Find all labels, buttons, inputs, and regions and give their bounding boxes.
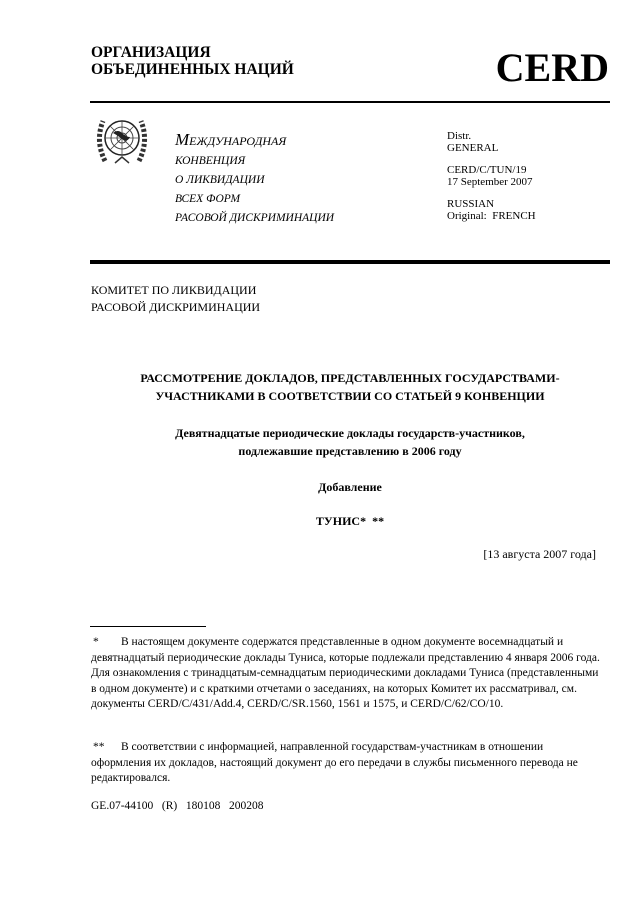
language: RUSSIAN Original: FRENCH — [447, 198, 536, 222]
organization-name — [91, 44, 294, 78]
subtitle-line: подлежавшие представлению в 2006 году — [238, 444, 462, 458]
footnote-text: В соответствии с информацией, направленной государствам-участникам в отношении оформления их докладов, настоящий документ до его передачи в службы письменного перевода не редактировался. — [91, 741, 578, 784]
convention-line: О ЛИКВИДАЦИИ — [175, 174, 265, 186]
footnote-text: В настоящем документе содержатся представленные в одном документе восемнадцатый и девятнадцатый периодические доклады Туниса, которые подлежали представлению 4 января 2006 года. Для ознакомления с тринадцатым-семнадцатым периодическими докладами Туниса (представленными в одном документе) и с краткими отчетами о заседаниях, на которых Комитет их рассматривал, см. документы CERD/C/431/Add.4, CERD/C/SR.1560, 1561 и 1575, и CERD/C/62/CO/10. — [91, 636, 600, 710]
document-title — [90, 369, 610, 405]
subtitle-line: Девятнадцатые периодические доклады государств-участников, — [175, 426, 525, 440]
committee-line: КОМИТЕТ ПО ЛИКВИДАЦИИ — [91, 283, 257, 297]
footnote-mark: ** — [93, 741, 105, 753]
document-series-symbol: CERD — [495, 45, 609, 90]
title-line: УЧАСТНИКАМИ В СООТВЕТСТВИИ СО СТАТЬЕЙ 9 КОНВЕНЦИИ — [155, 389, 545, 403]
footnote-mark: * — [93, 636, 99, 648]
document-subtitle — [90, 424, 610, 460]
convention-line: Международная — [175, 130, 287, 149]
distribution-block — [447, 130, 536, 232]
footnote-rule — [90, 626, 206, 627]
country-name: ТУНИС* ** — [315, 514, 385, 528]
convention-line: КОНВЕНЦИЯ — [175, 155, 246, 167]
title-line: РАССМОТРЕНИЕ ДОКЛАДОВ, ПРЕДСТАВЛЕННЫХ ГОСУДАРСТВАМИ- — [140, 371, 560, 385]
header-rule — [90, 101, 610, 103]
addendum-label: Добавление — [318, 480, 382, 494]
org-line: ОРГАНИЗАЦИЯ — [91, 44, 211, 61]
convention-name — [175, 130, 334, 228]
header-thick-rule — [90, 260, 610, 264]
org-line: ОБЪЕДИНЕННЫХ НАЦИЙ — [91, 61, 294, 78]
footnote-2 — [91, 740, 601, 787]
committee-name — [91, 282, 260, 316]
committee-line: РАСОВОЙ ДИСКРИМИНАЦИИ — [91, 300, 261, 314]
report-date: [13 августа 2007 года] — [483, 547, 596, 561]
footnote-1 — [91, 635, 601, 713]
un-emblem-icon — [93, 111, 151, 167]
convention-line: ВСЕХ ФОРМ — [175, 193, 241, 205]
distribution: Distr. GENERAL — [447, 130, 499, 154]
job-number: GE.07-44100 (R) 180108 200208 — [91, 800, 264, 812]
document-symbol: CERD/C/TUN/19 17 September 2007 — [447, 164, 533, 188]
convention-line: РАСОВОЙ ДИСКРИМИНАЦИИ — [175, 212, 335, 224]
